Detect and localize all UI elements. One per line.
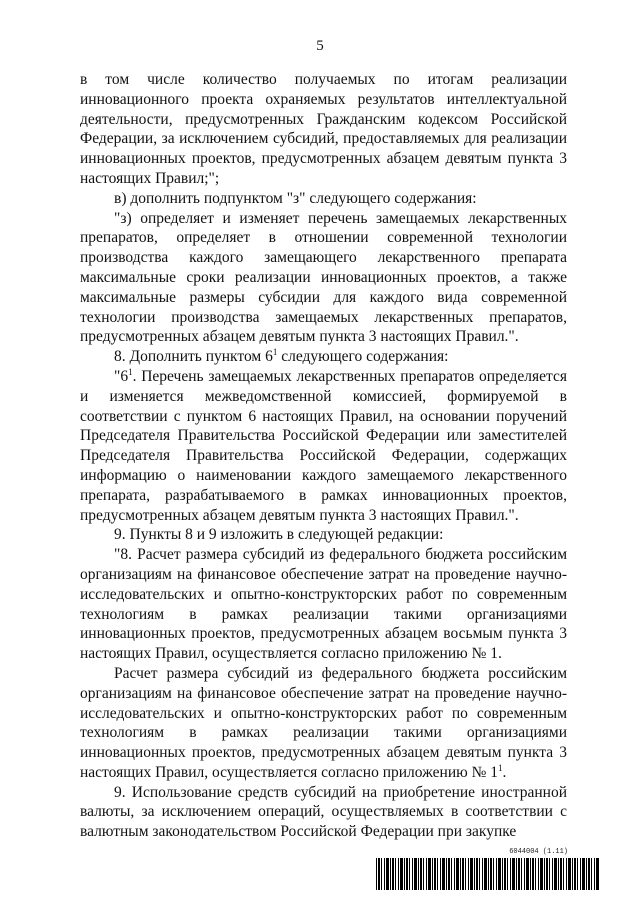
paragraph-new-item-8: "8. Расчет размера субсидий из федерального бюджета российским организациям на финансовое обеспечение затрат на проведение научно-исследовательских и опытно-конструкторских работ по современным технологиям в рамках реализации такими организациями инновационных проектов, предусмотренных абзацем восьмым пункта 3 настоящих Правил, осуществляется согласно приложению № 1.	[80, 546, 567, 663]
superscript: 1	[272, 347, 278, 358]
document-body	[80, 70, 567, 842]
paragraph-item-9: 9. Пункты 8 и 9 изложить в следующей редакции:	[114, 526, 444, 544]
paragraph-calculation	[80, 664, 567, 783]
paragraph-new-item-9: 9. Использование средств субсидий на приобретение иностранной валюты, за исключением операций, осуществляемых в соответствии с валютным законодательством Российской Федерации при закупке	[80, 783, 567, 841]
page-number: 5	[316, 38, 324, 54]
paragraph-subitem-z: "з) определяет и изменяет перечень замещаемых лекарственных препаратов, определяет в отношении современной технологии производства каждого замещающего лекарственного препарата максимальные сроки реализации инновационных проектов, а также максимальные размеры субсидии для каждого вида современной технологии производства замещаемых лекарственных препаратов, предусмотренных абзацем девятым пункта 3 настоящих Правил.".	[80, 209, 567, 346]
paragraph-subitem-v: в) дополнить подпунктом "з" следующего содержания:	[114, 189, 477, 207]
superscript: 1	[498, 762, 503, 773]
barcode-code: 6044004 (1.11)	[509, 848, 568, 856]
paragraph-item-6-1	[80, 367, 567, 525]
text-fragment: следующего содержания:	[277, 348, 449, 366]
text-fragment: .	[502, 763, 507, 781]
text-fragment: 8. Дополнить пунктом 6	[114, 348, 273, 366]
text-fragment: . Перечень замещаемых лекарственных препаратов определяется и изменяется межведомственной комиссией, формируемой в соответствии с пунктом 6 настоящих Правил, на основании поручений Председателя Правительства Российской Федерации или заместителей Председателя Правительства Российской Федерации, содержащих информацию о наименовании каждого замещаемого лекарственного препарата, разрабатываемого в рамках инновационных проектов, предусмотренных абзацем девятым пункта 3 настоящих Правил.".	[80, 367, 567, 524]
barcode	[376, 858, 600, 890]
text-fragment: Расчет размера субсидий из федерального бюджета российским организациям на финансовое обеспечение затрат на проведение научно-исследовательских и опытно-конструкторских работ по современным технологиям в рамках реализации такими организациями инновационных проектов, предусмотренных абзацем девятым пункта 3 настоящих Правил, осуществляется согласно приложению № 1	[80, 664, 567, 781]
paragraph-item-8	[80, 347, 567, 367]
paragraph-continuation: в том числе количество получаемых по итогам реализации инновационного проекта охраняемых результатов интеллектуальной деятельности, предусмотренных Гражданским кодексом Российской Федерации, за исключением субсидий, предоставляемых для реализации инновационных проектов, предусмотренных абзацем девятым пункта 3 настоящих Правил;";	[80, 71, 567, 187]
text-fragment: "6	[114, 367, 129, 385]
superscript: 1	[128, 366, 133, 377]
